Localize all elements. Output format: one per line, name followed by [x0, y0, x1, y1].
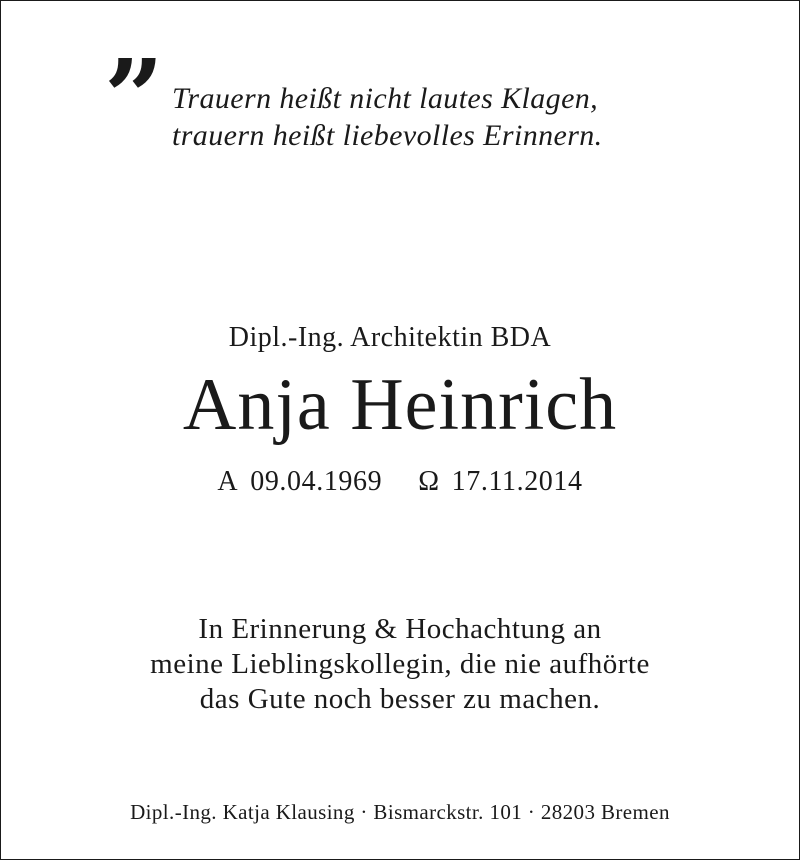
quotation-mark-icon: ” — [104, 36, 164, 159]
quote-line-2: trauern heißt liebevolles Erinnern. — [172, 119, 603, 152]
birth-symbol: A — [217, 466, 239, 497]
death-symbol: Ω — [418, 466, 440, 497]
condolence-message — [0, 612, 800, 717]
message-line-3: das Gute noch besser zu machen. — [199, 683, 601, 715]
memorial-quote — [172, 80, 732, 154]
quote-line-1: Trauern heißt nicht lautes Klagen, — [172, 82, 599, 115]
message-line-1: In Erinnerung & Hochachtung an — [198, 613, 602, 645]
deceased-name: Anja Heinrich — [182, 364, 618, 446]
death-date: 17.11.2014 — [451, 466, 583, 497]
sender-address: Dipl.-Ing. Katja Klausing · Bismarckstr. 101 · 28203 Bremen — [130, 800, 670, 824]
birth-date: 09.04.1969 — [250, 466, 383, 497]
deceased-title: Dipl.-Ing. Architektin BDA — [228, 322, 552, 353]
life-dates — [0, 466, 800, 498]
message-line-2: meine Lieblingskollegin, die nie aufhörte — [150, 648, 650, 680]
